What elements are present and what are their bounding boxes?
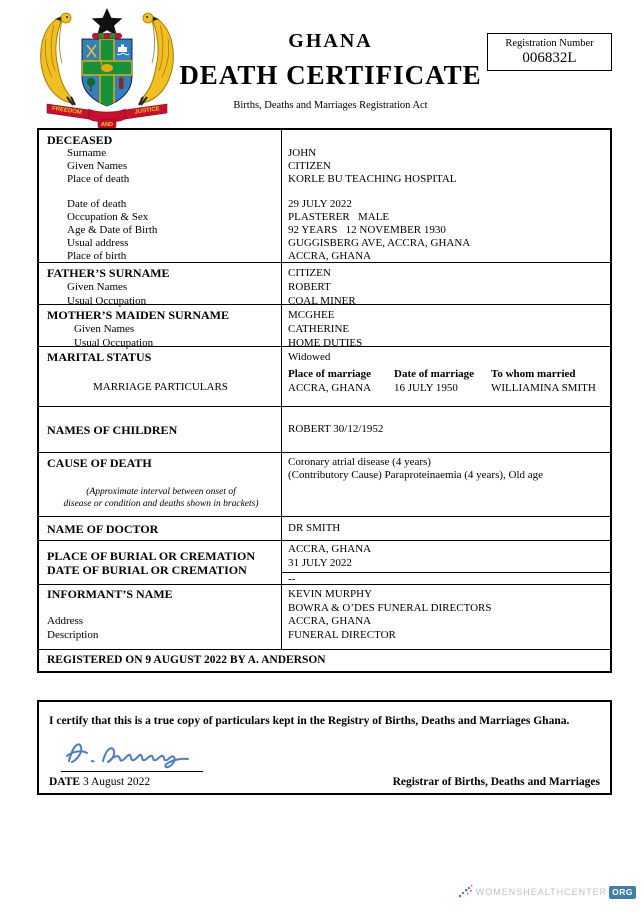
burial-place-date xyxy=(282,541,610,573)
certification-footer xyxy=(49,776,600,788)
certification-statement: I certify that this is a true copy of particulars kept in the Registry of Births, Deaths and Marriages Ghana. xyxy=(49,715,570,727)
burial-place: ACCRA, GHANA xyxy=(288,543,372,555)
field-value: ACCRA, GHANA xyxy=(288,250,372,262)
father-labels xyxy=(39,263,282,307)
field-label: Given Names xyxy=(67,281,128,293)
column-value: 16 JULY 1950 xyxy=(394,381,458,394)
cause-note-line: disease or condition and deaths shown in brackets) xyxy=(63,499,259,509)
eagle-left-icon xyxy=(41,13,75,105)
motto-left: FREEDOM xyxy=(51,105,83,117)
date-label: DATE xyxy=(49,776,81,788)
field-label: Address xyxy=(47,615,84,627)
torse-stripe xyxy=(99,33,104,39)
signature-underline xyxy=(61,771,203,772)
burial-value-cell xyxy=(282,541,610,584)
burial-heading-line: DATE OF BURIAL OR CREMATION xyxy=(47,562,247,577)
registered-statement: REGISTERED ON 9 AUGUST 2022 BY A. ANDERSON xyxy=(47,654,326,666)
field-value: COAL MINER xyxy=(288,295,356,307)
date-row xyxy=(49,776,150,788)
section-father xyxy=(39,262,610,307)
field-value: 29 JULY 2022 xyxy=(288,198,352,210)
column-value: ACCRA, GHANA xyxy=(288,381,372,394)
marriage-col-date xyxy=(394,368,491,395)
children-value: ROBERT 30/12/1952 xyxy=(288,423,384,435)
registrar-title: Registrar of Births, Deaths and Marriages xyxy=(392,776,600,788)
cause-value-cell xyxy=(282,453,610,516)
section-deceased xyxy=(39,130,610,262)
doctor-value: DR SMITH xyxy=(288,522,341,534)
motto-mid: AND xyxy=(101,122,113,128)
doctor-value-cell xyxy=(282,517,610,540)
field-label: Place of death xyxy=(67,173,130,185)
column-header: Place of marriage xyxy=(288,368,372,380)
deceased-heading: DECEASED xyxy=(47,133,113,147)
field-label: Given Names xyxy=(67,160,128,172)
cause-value: (Contributory Cause) Paraproteinaemia (4 years), Old age xyxy=(288,469,544,481)
registration-number-value: 006832L xyxy=(522,50,577,66)
document-subtitle: Births, Deaths and Marriages Registration Act xyxy=(233,100,428,111)
column-header: To whom married xyxy=(491,368,576,380)
column-header: Date of marriage xyxy=(394,368,475,380)
field-value: KORLE BU TEACHING HOSPITAL xyxy=(288,173,457,185)
field-value: HOME DUTIES xyxy=(288,337,363,349)
ghana-coat-of-arms xyxy=(33,5,181,129)
cause-note xyxy=(47,486,275,510)
doctor-label-cell xyxy=(39,517,282,540)
shield-icon xyxy=(82,39,132,107)
cause-label-cell xyxy=(39,453,282,516)
eagle-right-icon xyxy=(139,13,173,105)
marriage-particulars-label: MARRIAGE PARTICULARS xyxy=(93,381,228,393)
field-value: CITIZEN xyxy=(288,160,331,172)
spacer-line xyxy=(47,602,275,616)
field-label: Date of death xyxy=(67,198,127,210)
burial-label-cell xyxy=(39,541,282,584)
marriage-col-place xyxy=(288,368,394,395)
deceased-values xyxy=(282,130,610,262)
country-name: GHANA xyxy=(288,30,373,52)
motto-right: JUSTICE xyxy=(134,106,161,116)
marital-status-value: Widowed xyxy=(288,351,331,363)
field-value: GUGGISBERG AVE, ACCRA, GHANA xyxy=(288,237,471,249)
registration-number-label: Registration Number xyxy=(505,38,594,49)
watermark-logo xyxy=(458,884,636,900)
motto-ribbon xyxy=(47,104,167,128)
field-label: Usual address xyxy=(67,237,129,249)
section-registered xyxy=(39,649,610,671)
children-label-cell xyxy=(39,407,282,452)
deceased-labels xyxy=(39,130,282,262)
field-label: Surname xyxy=(67,147,107,159)
cause-value: Coronary atrial disease (4 years) xyxy=(288,456,431,468)
black-star-icon xyxy=(92,8,123,36)
mother-heading: MOTHER’S MAIDEN SURNAME xyxy=(47,308,230,322)
document-title: DEATH CERTIFICATE xyxy=(179,60,482,90)
field-value: ACCRA, GHANA xyxy=(288,615,372,627)
section-mother xyxy=(39,304,610,349)
registration-number-box xyxy=(487,33,612,71)
registrar-signature xyxy=(61,735,211,769)
field-value: ROBERT xyxy=(288,281,331,293)
cause-note-line: (Approximate interval between onset of xyxy=(86,487,236,497)
father-values xyxy=(282,263,610,307)
mother-labels xyxy=(39,305,282,349)
field-value: JOHN xyxy=(288,147,317,159)
sparkle-icon xyxy=(458,884,474,900)
certification-box xyxy=(37,700,612,795)
title-block xyxy=(178,30,483,111)
field-value: KEVIN MURPHY xyxy=(288,588,373,600)
marriage-col-spouse xyxy=(491,368,604,395)
mother-values xyxy=(282,305,610,349)
field-label: Age & Date of Birth xyxy=(67,224,158,236)
torse-stripe xyxy=(110,33,115,39)
column-value: WILLIAMINA SMITH xyxy=(491,381,596,394)
section-children xyxy=(39,406,610,452)
field-value: PLASTERER MALE xyxy=(288,211,390,223)
field-value: CATHERINE xyxy=(288,323,350,335)
marital-labels xyxy=(39,347,282,406)
torse xyxy=(92,33,122,39)
informant-values xyxy=(282,585,610,649)
watermark-text: WOMENSHEALTHCENTER xyxy=(475,887,608,897)
burial-date: 31 JULY 2022 xyxy=(288,556,352,569)
certificate-table xyxy=(37,128,612,673)
doctor-heading: NAME OF DOCTOR xyxy=(47,521,159,536)
date-value: 3 August 2022 xyxy=(82,776,151,788)
burial-extra: -- xyxy=(288,573,296,585)
section-cause-of-death xyxy=(39,452,610,516)
marital-values xyxy=(282,347,610,406)
section-doctor xyxy=(39,516,610,540)
field-value: BOWRA & O’DES FUNERAL DIRECTORS xyxy=(288,601,492,614)
field-value: FUNERAL DIRECTOR xyxy=(288,628,396,641)
field-label: Description xyxy=(47,628,99,641)
children-heading: NAMES OF CHILDREN xyxy=(47,422,178,437)
informant-heading: INFORMANT’S NAME xyxy=(47,587,173,601)
section-marital xyxy=(39,346,610,406)
marital-heading: MARITAL STATUS xyxy=(47,350,152,364)
children-value-cell xyxy=(282,407,610,452)
informant-labels xyxy=(39,585,282,649)
field-label: Usual Occupation xyxy=(67,295,147,307)
father-heading: FATHER’S SURNAME xyxy=(47,266,170,280)
field-label: Occupation & Sex xyxy=(67,211,149,223)
section-informant xyxy=(39,584,610,649)
field-label: Usual Occupation xyxy=(74,337,154,349)
section-burial xyxy=(39,540,610,584)
watermark-badge: ORG xyxy=(609,886,636,899)
cause-heading: CAUSE OF DEATH xyxy=(47,456,152,470)
field-value: 92 YEARS 12 NOVEMBER 1930 xyxy=(288,224,446,236)
field-value: CITIZEN xyxy=(288,267,331,279)
field-label: Place of birth xyxy=(67,250,127,262)
field-label: Given Names xyxy=(74,323,135,335)
marriage-columns xyxy=(288,368,604,395)
burial-heading-line: PLACE OF BURIAL OR CREMATION xyxy=(47,548,256,563)
field-value: MCGHEE xyxy=(288,309,335,321)
